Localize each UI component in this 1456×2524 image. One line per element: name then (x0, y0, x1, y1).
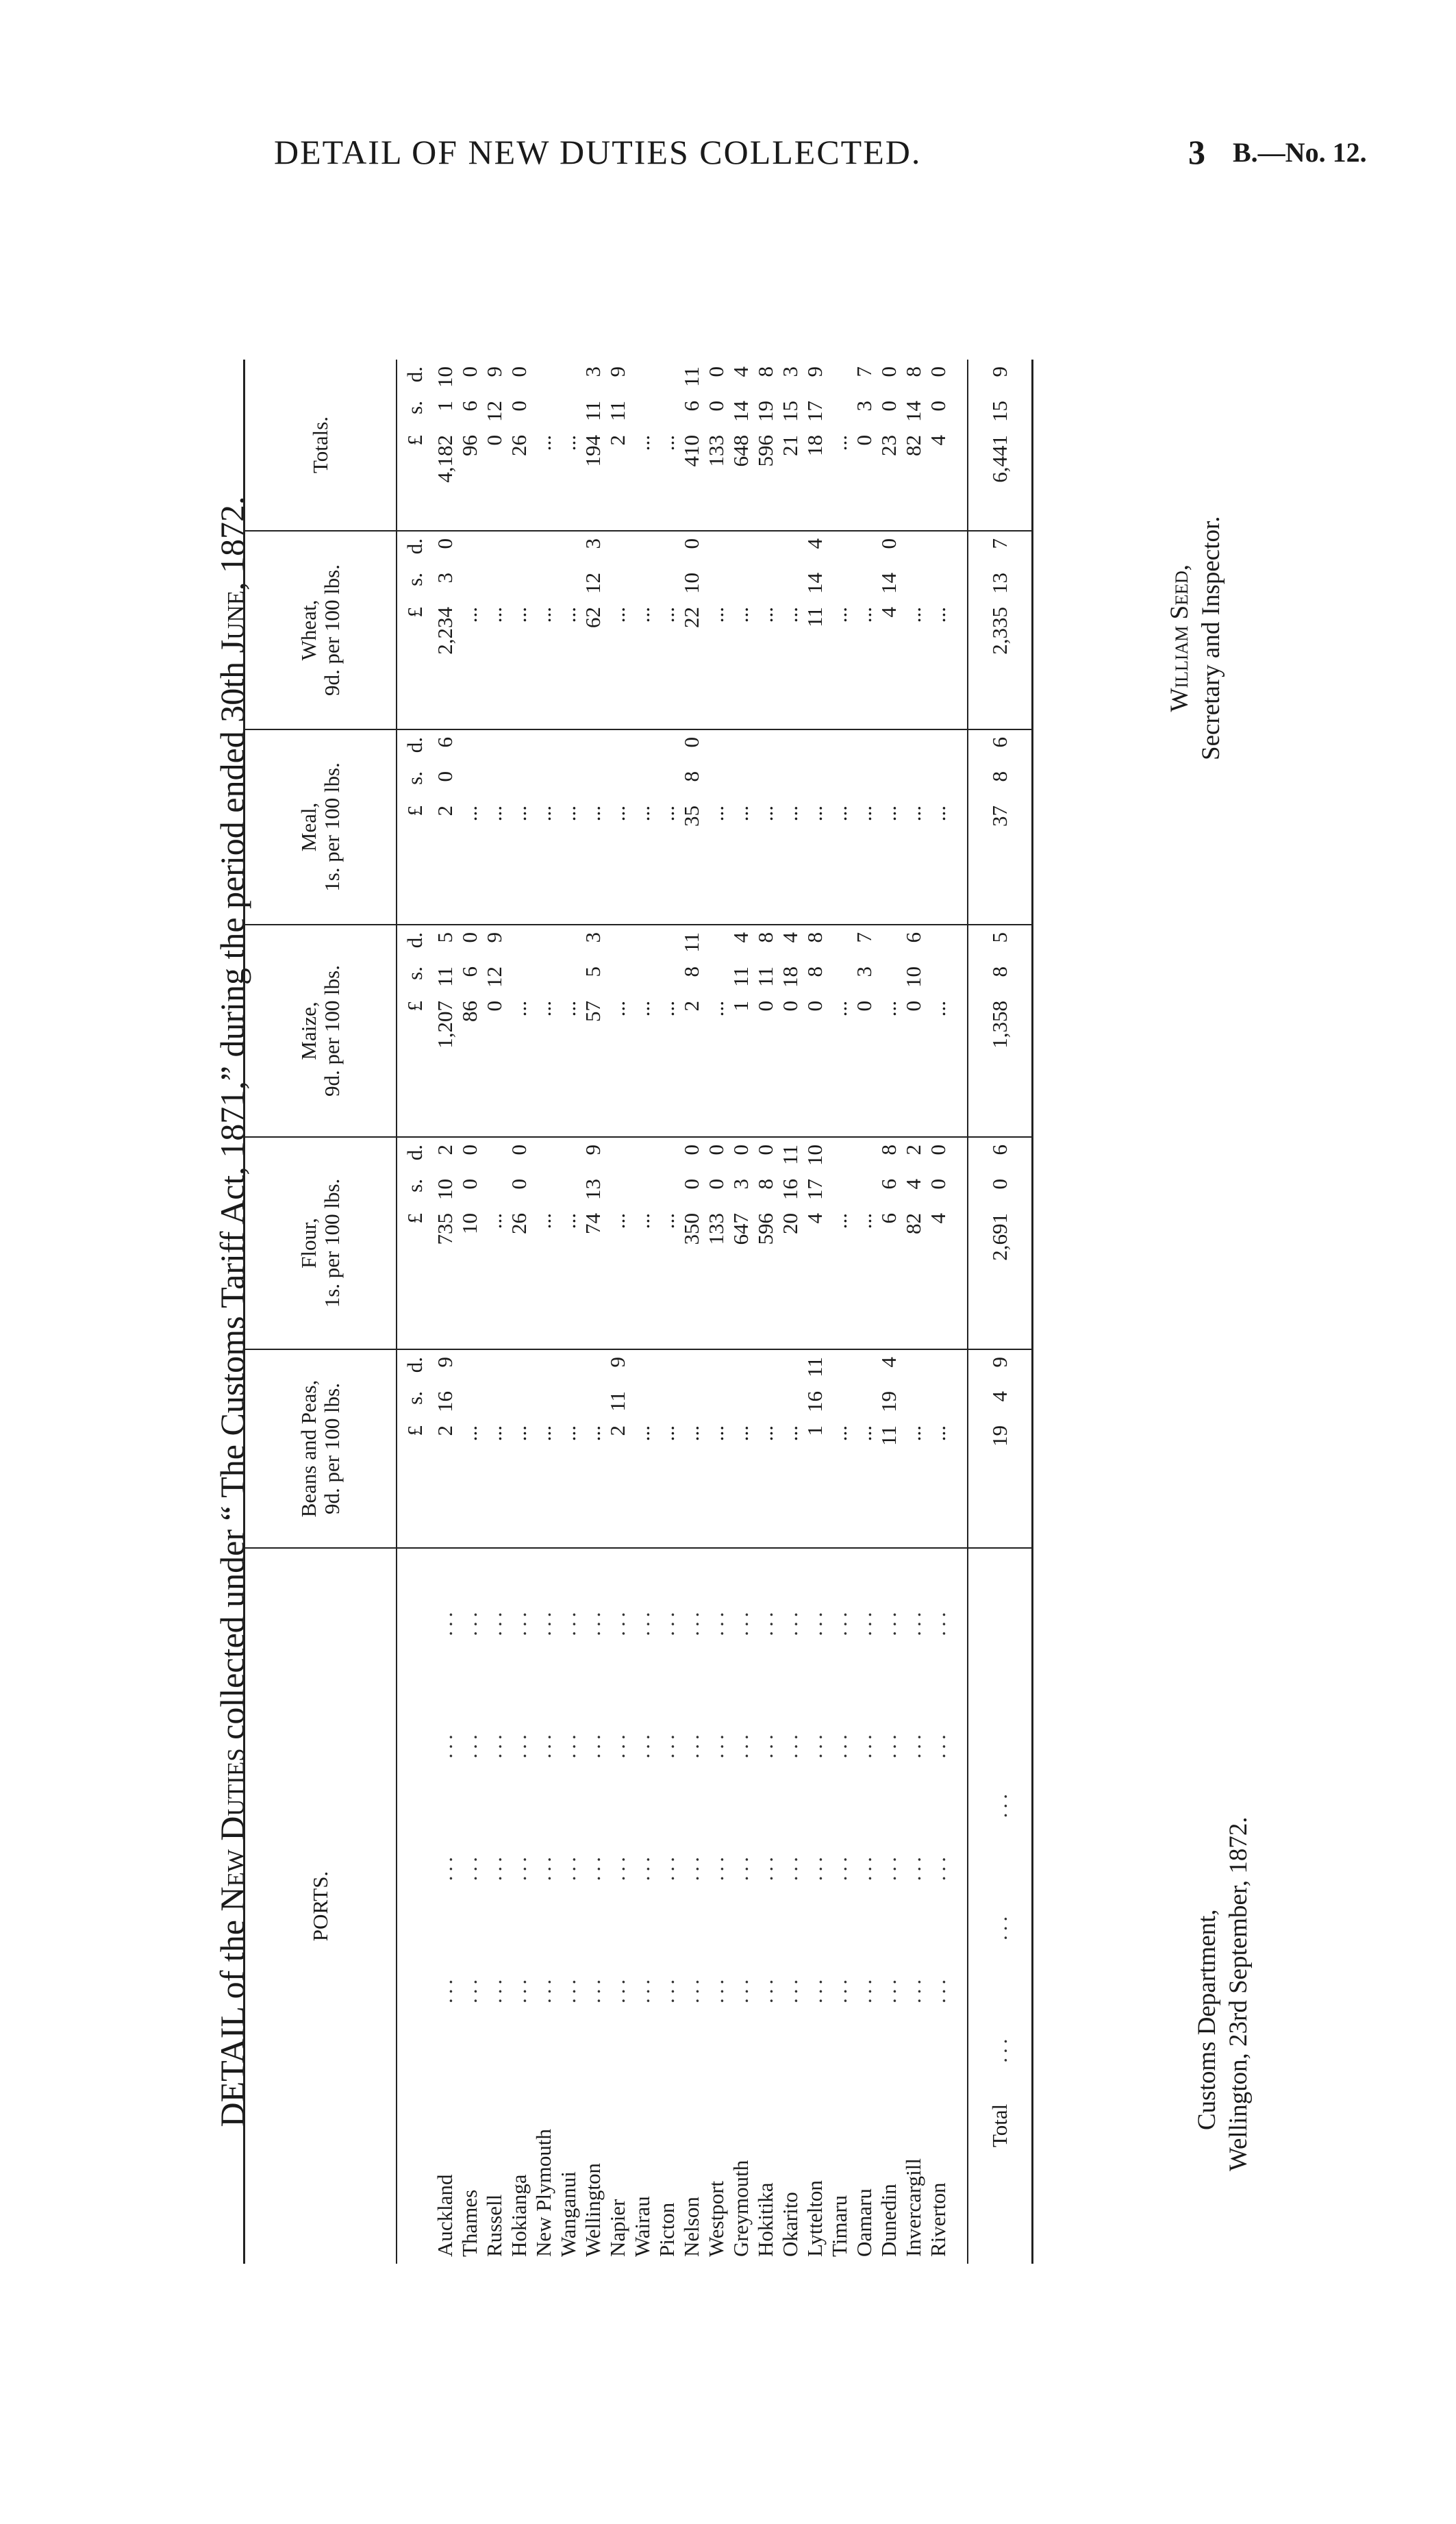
flour-cell: ... (556, 1137, 581, 1349)
meal-cell: ... (507, 729, 531, 925)
totals-cell: ... (531, 360, 556, 531)
maize-cell: 037 (852, 925, 877, 1137)
beans-cell: ... (556, 1349, 581, 1548)
meal-cell: ... (852, 729, 877, 925)
maize-cell: 0106 (901, 925, 926, 1137)
table-row (679, 360, 704, 2264)
beans-cell: ... (901, 1349, 926, 1548)
total-flour-cell: 2,69106 (968, 1137, 1033, 1349)
port-name: Oamaru (852, 2188, 876, 2257)
wheat-cell: ... (605, 531, 630, 729)
meal-cell: ... (482, 729, 507, 925)
maize-cell: 2811 (679, 925, 704, 1137)
beans-cell: ... (482, 1349, 507, 1548)
wheat-cell: ... (926, 531, 951, 729)
flour-cell: 2600 (507, 1137, 531, 1349)
maize-cell: 088 (803, 925, 827, 1137)
flour-cell: ... (531, 1137, 556, 1349)
wheat-cell: ... (827, 531, 852, 729)
totals-cell: 648144 (729, 360, 753, 531)
port-cell: Wellington... ... ... ... (581, 1608, 605, 2257)
meal-cell: ... (827, 729, 852, 925)
flour-cell: 59680 (753, 1137, 778, 1349)
beans-cell: ... (704, 1349, 729, 1548)
wheat-cell: ... (630, 531, 655, 729)
port-cell: Auckland... ... ... ... (433, 1608, 457, 2257)
port-name: Lyttelton (803, 2180, 827, 2257)
units-cell: £s.d. (397, 1349, 433, 1548)
table-row (556, 360, 581, 2264)
port-cell: New Plymouth... ... ... ... (531, 1608, 555, 2257)
port-cell: Thames... ... ... ... (457, 1608, 481, 2257)
table-row (433, 360, 457, 2264)
maize-cell: 1114 (729, 925, 753, 1137)
beans-cell: ... (630, 1349, 655, 1548)
table-body (397, 360, 951, 2264)
totals-cell: 4,182110 (433, 360, 457, 531)
maize-cell: 0184 (778, 925, 803, 1137)
wheat-cell: ... (556, 531, 581, 729)
table-row (778, 360, 803, 2264)
flour-cell: 74139 (581, 1137, 605, 1349)
meal-cell: ... (901, 729, 926, 925)
beans-cell: 2119 (605, 1349, 630, 1548)
port-cell: Dunedin... ... ... ... (877, 1608, 901, 2257)
port-cell: Hokitika... ... ... ... (753, 1608, 777, 2257)
port-cell: Wanganui... ... ... ... (556, 1608, 580, 2257)
table-row (901, 360, 926, 2264)
meal-cell: 3580 (679, 729, 704, 925)
table-row (803, 360, 827, 2264)
totals-cell: 9660 (457, 360, 482, 531)
beans-cell: ... (679, 1349, 704, 1548)
meal-cell: ... (655, 729, 679, 925)
wheat-cell: ... (655, 531, 679, 729)
beans-cell: ... (457, 1349, 482, 1548)
flour-cell: ... (482, 1137, 507, 1349)
column-header-flour: Flour, 1s. per 100 lbs. (244, 1137, 397, 1349)
wheat-cell: 2,23430 (433, 531, 457, 729)
units-cell: £s.d. (397, 531, 433, 729)
table-row (852, 360, 877, 2264)
port-name: Auckland (433, 2174, 457, 2257)
flour-cell: ... (655, 1137, 679, 1349)
wheat-cell: 62123 (581, 531, 605, 729)
totals-cell: 596198 (753, 360, 778, 531)
wheat-cell: ... (507, 531, 531, 729)
maize-cell: ... (630, 925, 655, 1137)
meal-cell: ... (753, 729, 778, 925)
maize-cell: 5753 (581, 925, 605, 1137)
rotated-table-page (0, 308, 1267, 2363)
beans-cell: ... (507, 1349, 531, 1548)
port-cell: Lyttelton... ... ... ... (803, 1608, 827, 2257)
total-totals-cell: 6,441159 (968, 360, 1033, 531)
total-maize-cell: 1,35885 (968, 925, 1033, 1137)
wheat-cell: ... (457, 531, 482, 729)
beans-cell: 11611 (803, 1349, 827, 1548)
meal-cell: ... (531, 729, 556, 925)
port-name: Westport (704, 2180, 728, 2257)
beans-cell: 2169 (433, 1349, 457, 1548)
meal-cell: ... (630, 729, 655, 925)
caption-middle: collected under “ The Customs Tariff Act, 1871,” during the period ended 30th (213, 653, 251, 1749)
spacer-row (951, 360, 968, 2264)
maize-cell: ... (605, 925, 630, 1137)
duties-table (243, 360, 1033, 2264)
total-label-cell: Total... ... ... (968, 1548, 1033, 2264)
department-name: Customs Department, (1193, 1909, 1221, 2130)
totals-cell: 400 (926, 360, 951, 531)
meal-cell: ... (803, 729, 827, 925)
flour-cell: ... (827, 1137, 852, 1349)
wheat-cell: ... (778, 531, 803, 729)
table-row (457, 360, 482, 2264)
flour-cell: 201611 (778, 1137, 803, 1349)
wheat-cell: ... (852, 531, 877, 729)
meal-cell: ... (605, 729, 630, 925)
port-name: Wellington (581, 2163, 605, 2257)
flour-cell: 1000 (457, 1137, 482, 1349)
maize-cell: ... (926, 925, 951, 1137)
maize-cell: ... (655, 925, 679, 1137)
table-row (581, 360, 605, 2264)
beans-cell: ... (827, 1349, 852, 1548)
port-name: Greymouth (729, 2160, 753, 2257)
wheat-cell: 11144 (803, 531, 827, 729)
page-header (0, 127, 1456, 182)
totals-cell: 410611 (679, 360, 704, 531)
flour-cell: ... (852, 1137, 877, 1349)
total-wheat-cell: 2,335137 (968, 531, 1033, 729)
totals-cell: 21153 (778, 360, 803, 531)
meal-cell: 206 (433, 729, 457, 925)
port-cell: Greymouth... ... ... ... (729, 1608, 753, 2257)
maize-cell: 0118 (753, 925, 778, 1137)
totals-cell: ... (827, 360, 852, 531)
totals-cell: 13300 (704, 360, 729, 531)
port-cell: Invercargill... ... ... ... (901, 1608, 925, 2257)
meal-cell: ... (877, 729, 901, 925)
meal-cell: ... (556, 729, 581, 925)
port-name: Dunedin (877, 2184, 901, 2257)
port-cell: Russell... ... ... ... (482, 1608, 506, 2257)
meal-cell: ... (729, 729, 753, 925)
meal-cell: ... (926, 729, 951, 925)
caption-prefix: DETAIL of the (213, 1911, 251, 2127)
caption-suffix: , 1872. (213, 496, 251, 591)
total-beans-cell: 1949 (968, 1349, 1033, 1548)
port-name: Invercargill (901, 2158, 925, 2257)
meal-cell: ... (778, 729, 803, 925)
footer-department (1192, 1816, 1255, 2171)
flour-cell: ... (630, 1137, 655, 1349)
totals-cell: 037 (852, 360, 877, 531)
table-row (655, 360, 679, 2264)
column-header-wheat: Wheat, 9d. per 100 lbs. (244, 531, 397, 729)
beans-cell: ... (852, 1349, 877, 1548)
flour-cell: 8242 (901, 1137, 926, 1349)
port-name: Picton (655, 2202, 679, 2257)
wheat-cell: ... (704, 531, 729, 729)
beans-cell: ... (926, 1349, 951, 1548)
flour-cell: 35000 (679, 1137, 704, 1349)
totals-cell: 0129 (482, 360, 507, 531)
maize-cell: 0129 (482, 925, 507, 1137)
port-cell: Riverton... ... ... ... (926, 1608, 950, 2257)
beans-cell: ... (655, 1349, 679, 1548)
table-row (630, 360, 655, 2264)
caption-month: June (213, 590, 251, 653)
table-row (926, 360, 951, 2264)
units-cell: £s.d. (397, 729, 433, 925)
totals-cell: 2300 (877, 360, 901, 531)
maize-cell: ... (556, 925, 581, 1137)
page-number: 3 (1188, 133, 1205, 171)
beans-cell: ... (753, 1349, 778, 1548)
wheat-cell: ... (482, 531, 507, 729)
table-header-row (244, 360, 397, 2264)
units-cell: £s.d. (397, 1137, 433, 1349)
units-cell: £s.d. (397, 925, 433, 1137)
maize-cell: ... (704, 925, 729, 1137)
column-header-totals: Totals. (244, 360, 397, 531)
maize-cell: ... (827, 925, 852, 1137)
running-title: DETAIL OF NEW DUTIES COLLECTED. (274, 133, 922, 171)
port-cell: Hokianga... ... ... ... (507, 1608, 531, 2257)
totals-cell: 82148 (901, 360, 926, 531)
port-cell: Picton... ... ... ... (655, 1608, 679, 2257)
flour-cell: ... (605, 1137, 630, 1349)
port-cell: Napier... ... ... ... (605, 1608, 629, 2257)
column-header-meal: Meal, 1s. per 100 lbs. (244, 729, 397, 925)
maize-cell: 8660 (457, 925, 482, 1137)
maize-cell: ... (507, 925, 531, 1137)
units-cell: £s.d. (397, 360, 433, 531)
port-cell: Timaru... ... ... ... (827, 1608, 851, 2257)
table-row (507, 360, 531, 2264)
table-row (605, 360, 630, 2264)
table-row (877, 360, 901, 2264)
table-row (531, 360, 556, 2264)
beans-cell: ... (581, 1349, 605, 1548)
maize-cell: 1,207115 (433, 925, 457, 1137)
totals-cell: ... (630, 360, 655, 531)
maize-cell: ... (877, 925, 901, 1137)
flour-cell: 41710 (803, 1137, 827, 1349)
port-cell: Nelson... ... ... ... (679, 1608, 703, 2257)
port-name: Wairau (630, 2196, 654, 2257)
signatory-title: Secretary and Inspector. (1197, 516, 1225, 760)
port-name: Thames (457, 2189, 481, 2257)
maize-cell: ... (531, 925, 556, 1137)
totals-cell: 194113 (581, 360, 605, 531)
meal-cell: ... (457, 729, 482, 925)
totals-cell: 2119 (605, 360, 630, 531)
table-row (729, 360, 753, 2264)
totals-cell: ... (556, 360, 581, 531)
port-name: Timaru (827, 2195, 851, 2257)
port-cell: Westport... ... ... ... (704, 1608, 728, 2257)
signatory-name: William Seed, (1166, 564, 1194, 712)
port-name: Nelson (679, 2197, 703, 2257)
port-name: Riverton (926, 2182, 950, 2257)
total-meal-cell: 3786 (968, 729, 1033, 925)
caption-emphasis: New Duties (213, 1748, 251, 1912)
wheat-cell: ... (753, 531, 778, 729)
wheat-cell: ... (531, 531, 556, 729)
beans-cell: ... (531, 1349, 556, 1548)
meal-cell: ... (581, 729, 605, 925)
beans-cell: 11194 (877, 1349, 901, 1548)
port-name: Napier (605, 2199, 629, 2257)
beans-cell: ... (778, 1349, 803, 1548)
table-row (482, 360, 507, 2264)
flour-cell: 668 (877, 1137, 901, 1349)
port-name: Wanganui (556, 2171, 580, 2257)
footer-signature (1164, 516, 1227, 761)
wheat-cell: 22100 (679, 531, 704, 729)
totals-cell: 18179 (803, 360, 827, 531)
column-header-beans: Beans and Peas, 9d. per 100 lbs. (244, 1349, 397, 1548)
port-cell: Oamaru... ... ... ... (852, 1608, 876, 2257)
flour-cell: 400 (926, 1137, 951, 1349)
flour-cell: 64730 (729, 1137, 753, 1349)
total-row (968, 360, 1033, 2264)
column-header-maize: Maize, 9d. per 100 lbs. (244, 925, 397, 1137)
table-row (704, 360, 729, 2264)
wheat-cell: ... (901, 531, 926, 729)
port-name: Hokianga (507, 2174, 531, 2257)
port-cell: Okarito... ... ... ... (778, 1608, 802, 2257)
port-name: Russell (482, 2194, 506, 2257)
port-name: New Plymouth (531, 2129, 555, 2257)
beans-cell: ... (729, 1349, 753, 1548)
column-header-ports: PORTS. (244, 1548, 397, 2264)
totals-cell: 2600 (507, 360, 531, 531)
units-row (397, 360, 433, 2264)
table-row (753, 360, 778, 2264)
meal-cell: ... (704, 729, 729, 925)
flour-cell: 13300 (704, 1137, 729, 1349)
document-reference: B.—No. 12. (1233, 137, 1367, 168)
port-name: Hokitika (753, 2182, 777, 2257)
table-row (827, 360, 852, 2264)
wheat-cell: 4140 (877, 531, 901, 729)
place-and-date: Wellington, 23rd September, 1872. (1225, 1816, 1253, 2171)
port-name: Okarito (778, 2192, 802, 2257)
wheat-cell: ... (729, 531, 753, 729)
flour-cell: 735102 (433, 1137, 457, 1349)
units-cell (397, 1548, 433, 2264)
totals-cell: ... (655, 360, 679, 531)
port-cell: Wairau... ... ... ... (630, 1608, 654, 2257)
